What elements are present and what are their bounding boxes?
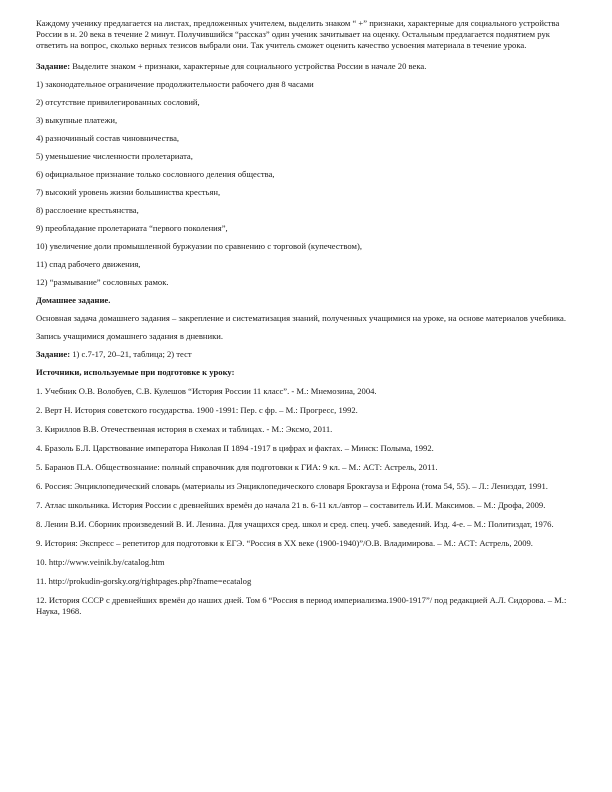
task-text: Выделите знаком + признаки, характерные для социального устройства России в начале 20 века. bbox=[70, 61, 427, 71]
homework-task bbox=[36, 349, 576, 360]
homework-heading-text: Домашнее задание. bbox=[36, 295, 111, 305]
intro-paragraph: Каждому ученику предлагается на листах, предложенных учителем, выделить знаком “ +” признаки, характерные для социального устройства России в н. 20 века в течение 2 минут. Получившийся “рассказ” один ученик зачитывает на оценку. Остальным предлагается поднятием рук ответить на вопрос, сколько верных тезисов выбрали они. Так учитель сможет оценить качество усвоения материала в течение урока. bbox=[36, 18, 560, 50]
sources-heading-text: Источники, используемые при подготовке к уроку: bbox=[36, 367, 235, 377]
source-item: 7. Атлас школьника. История России с древнейших времён до начала 21 в. 6-11 кл./автор – составитель И.И. Максимов. – М.: Дрофа, 2009. bbox=[36, 500, 546, 510]
source-item: 5. Баранов П.А. Обществознание: полный справочник для подготовки к ГИА: 9 кл. – М.: АСТ: Астрель, 2011. bbox=[36, 462, 438, 472]
list-item: 5) уменьшение численности пролетариата, bbox=[36, 151, 193, 161]
homework-task-text: 1) с.7-17, 20–21, таблица; 2) тест bbox=[70, 349, 192, 359]
source-link[interactable]: 10. http://www.veinik.by/catalog.htm bbox=[36, 557, 165, 567]
task-paragraph bbox=[36, 61, 576, 72]
sources-list bbox=[36, 386, 576, 617]
list-item: 4) разночинный состав чиновничества, bbox=[36, 133, 180, 143]
sources-heading bbox=[36, 367, 576, 378]
list-item: 8) расслоение крестьянства, bbox=[36, 205, 139, 215]
source-item: 8. Ленин В.И. Сборник произведений В. И. Ленина. Для учащихся сред. школ и сред. спец. учеб. заведений. Изд. 4-е. – М.: Политиздат, 1976. bbox=[36, 519, 554, 529]
list-item: 6) официальное признание только сословного деления общества, bbox=[36, 169, 275, 179]
list-item: 9) преобладание пролетариата “первого поколения”, bbox=[36, 223, 228, 233]
source-item: 4. Бразоль Б.Л. Царствование императора Николая II 1894 -1917 в цифрах и фактах. – Минск: Полыма, 1992. bbox=[36, 443, 434, 453]
homework-heading bbox=[36, 295, 576, 306]
list-item: 11) спад рабочего движения, bbox=[36, 259, 141, 269]
source-link[interactable]: 11. http://prokudin-gorsky.org/rightpages.php?fname=ecatalog bbox=[36, 576, 252, 586]
source-item: 12. История СССР с древнейших времён до наших дней. Том 6 “Россия в период империализма.1900-1917”/ под редакцией А.Л. Сидорова. – М.: Наука, 1968. bbox=[36, 595, 567, 616]
homework-task-label: Задание: bbox=[36, 349, 71, 359]
source-item: 6. Россия: Энциклопедический словарь (материалы из Энциклопедического словаря Брокгауза и Ефрона (тома 54, 55). – Л.: Лениздат, 1991. bbox=[36, 481, 548, 491]
list-item: 1) законодательное ограничение продолжительности рабочего дня 8 часами bbox=[36, 79, 314, 89]
homework-main-task: Основная задача домашнего задания – закрепление и систематизация знаний, полученных учащимися на уроке, на основе материалов учебника. bbox=[36, 313, 567, 323]
document-page bbox=[36, 18, 576, 625]
list-item: 3) выкупные платежи, bbox=[36, 115, 118, 125]
homework-diary-note: Запись учащимися домашнего задания в дневники. bbox=[36, 331, 224, 341]
source-item: 9. История: Экспресс – репетитор для подготовки к ЕГЭ. “Россия в XX веке (1900-1940)”/О.В. Владимирова. – М.: АСТ: Астрель, 2009. bbox=[36, 538, 533, 548]
list-item: 10) увеличение доли промышленной буржуазии по сравнению с торговой (купечеством), bbox=[36, 241, 362, 251]
source-item: 3. Кириллов В.В. Отечественная история в схемах и таблицах. - М.: Эксмо, 2011. bbox=[36, 424, 333, 434]
source-item: 2. Верт Н. История советского государства. 1900 -1991: Пер. с фр. – М.: Прогресс, 1992. bbox=[36, 405, 358, 415]
task-label: Задание: bbox=[36, 61, 71, 71]
list-item: 12) “размывание” сословных рамок. bbox=[36, 277, 169, 287]
list-item: 7) высокий уровень жизни большинства крестьян, bbox=[36, 187, 221, 197]
source-item: 1. Учебник О.В. Волобуев, С.В. Кулешов “История России 11 класс”. - М.: Мнемозина, 2004. bbox=[36, 386, 377, 396]
task-items-list bbox=[36, 79, 576, 288]
list-item: 2) отсутствие привилегированных сословий, bbox=[36, 97, 200, 107]
